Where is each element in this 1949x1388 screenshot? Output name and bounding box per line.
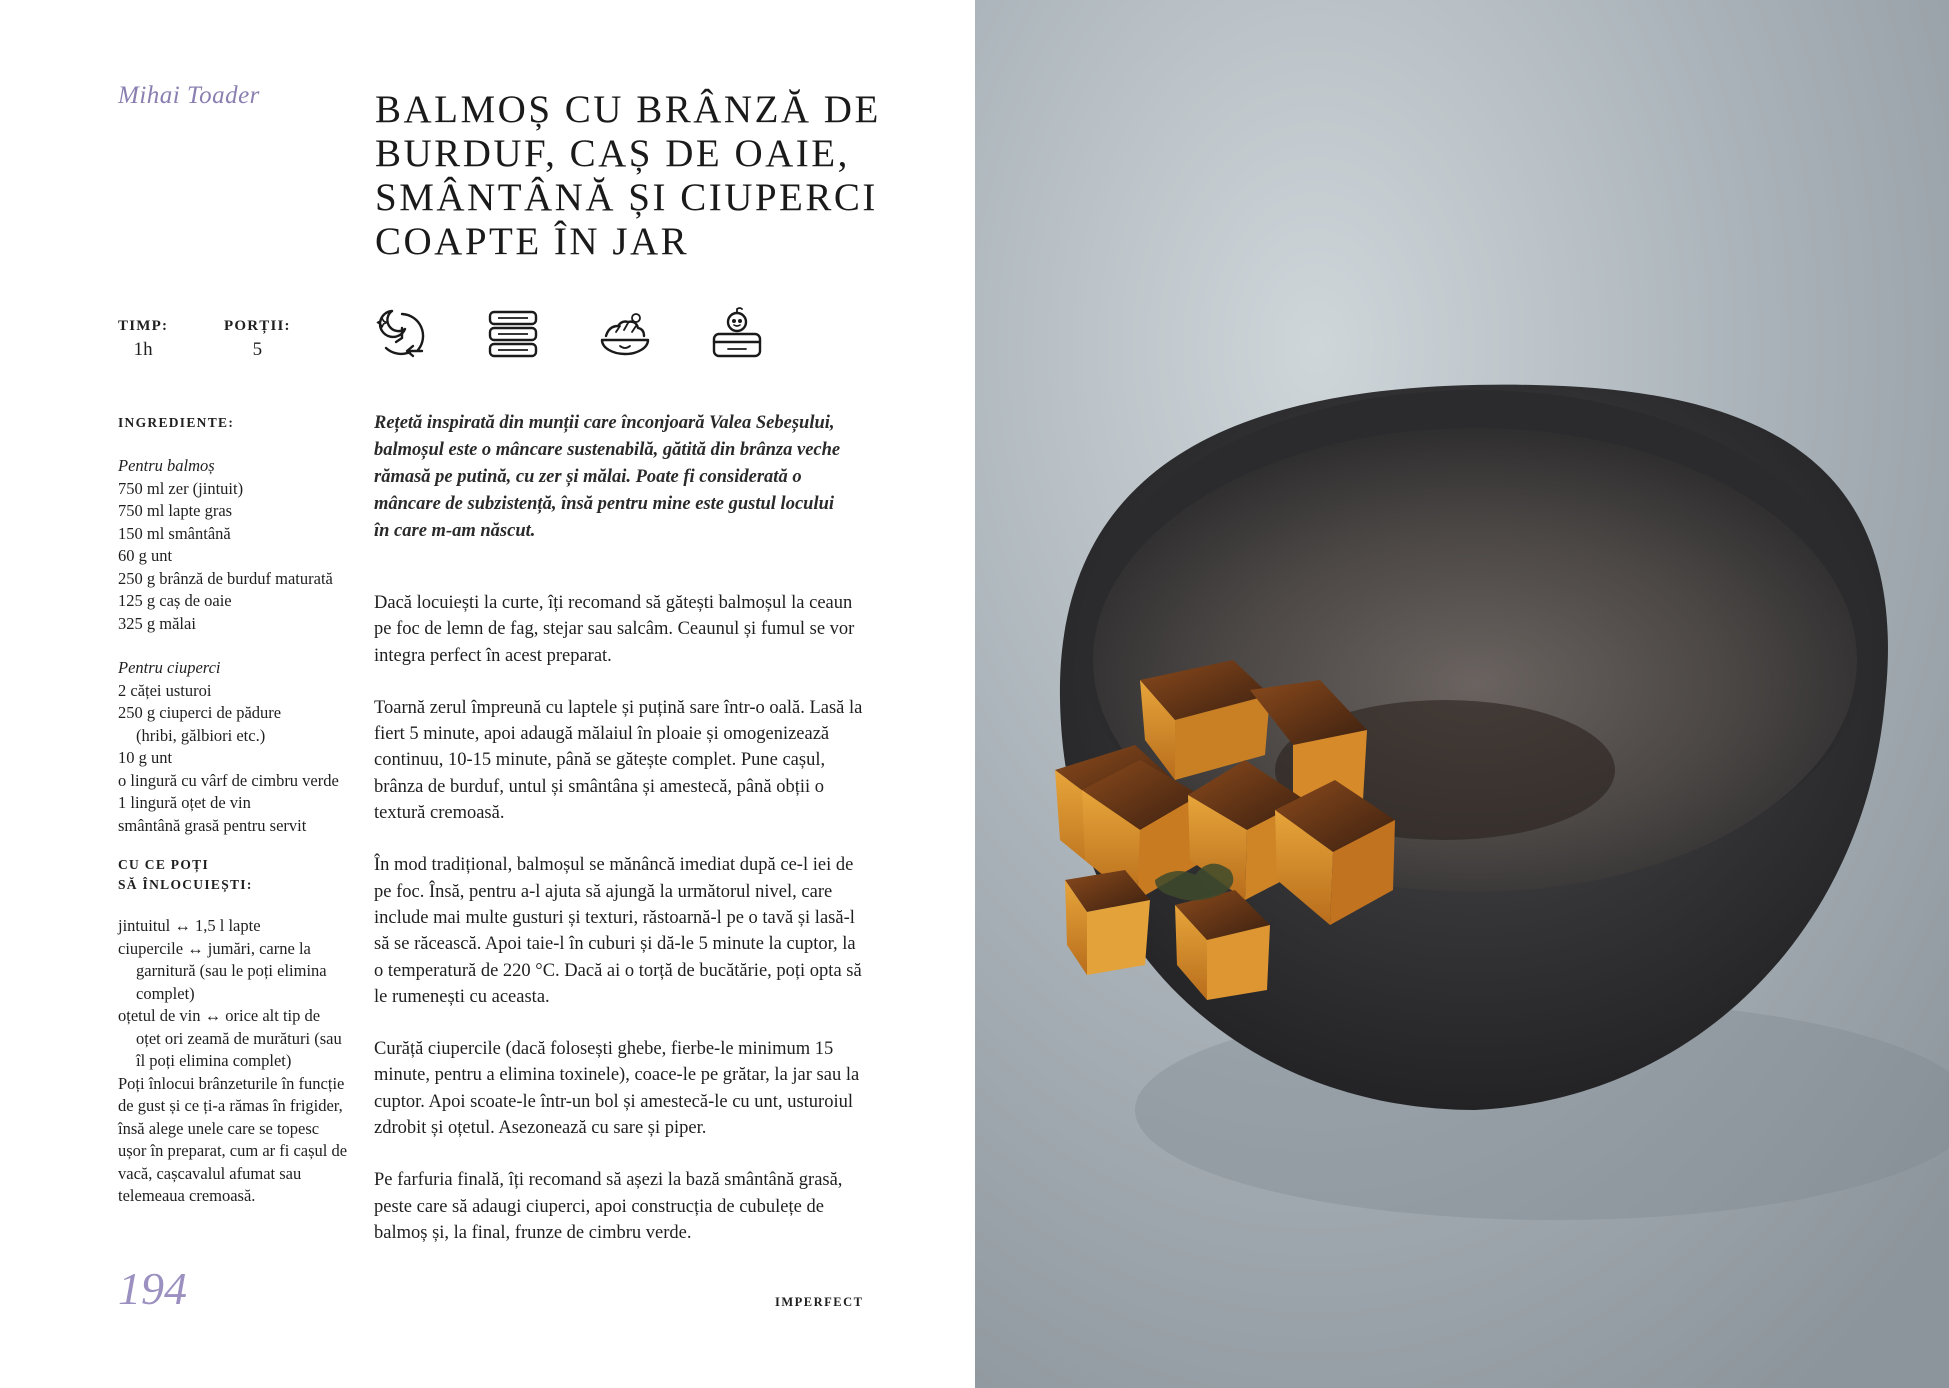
book-title-footer: IMPERFECT bbox=[775, 1295, 864, 1309]
ingredient-item: 125 g caș de oaie bbox=[118, 591, 232, 610]
ingredient-item: 250 g brânză de burduf maturată bbox=[118, 568, 333, 588]
ingredients-column bbox=[118, 413, 348, 1208]
ingredient-item: 750 ml zer (jintuit) bbox=[118, 478, 244, 498]
servings-value: 5 bbox=[252, 339, 263, 360]
ingredient-item: 2 căței usturoi bbox=[118, 680, 212, 700]
step-paragraph: În mod tradițional, balmoșul se mănâncă imediat după ce-l iei de pe foc. Însă, pentru a-l ajuta să ajungă la următorul nivel, care include mai multe gusturi și texturi, răstoarnă-l pe o tavă și lasă-l să se răcească. Apoi taie-l în cuburi și dă-le 5 minute la cuptor, la o temperatură de 220 °C. Dacă ai o torță de bucătărie, poți opta să le rumenești cu aceasta. bbox=[374, 855, 862, 1007]
replacement-item: oțetul de vin ↔ orice alt tip de oțet ori zeamă de murături (sau îl poți elimina complet) bbox=[118, 1006, 342, 1070]
step-paragraph: Pe farfuria finală, îți recomand să așezi la bază smântână grasă, peste care să adaugi ciuperci, apoi construcția de cubulețe de balmoș și, la final, frunze de cimbru verde. bbox=[374, 1170, 843, 1243]
ingredient-item: 1 lingură oțet de vin bbox=[118, 793, 251, 812]
replacements-heading bbox=[118, 855, 348, 895]
step-paragraph: Curăță ciupercile (dacă folosești ghebe, fierbe-le minimum 15 minute, pentru a elimina toxinele), coace-le pe grătar, la jar sau la cuptor. Apoi scoate-le într-un bol și amestecă-le cu unt, usturoiul zdrobit și oțetul. Asezonează cu sare și piper. bbox=[374, 1039, 860, 1139]
stacked-containers-icon bbox=[484, 306, 542, 362]
right-page-photo bbox=[975, 0, 1949, 1388]
ciuperci-subheading: Pentru ciuperci bbox=[118, 658, 221, 677]
ingredients-heading: INGREDIENTE: bbox=[118, 415, 235, 430]
ingredient-item: (hribi, gălbiori etc.) bbox=[136, 725, 266, 745]
replacements-heading-line: CU CE POȚI bbox=[118, 857, 210, 872]
step-paragraph: Toarnă zerul împreună cu laptele și puțină sare într-o oală. Lasă la fiert 5 minute, apoi adaugă mălaiul în ploaie și omogenizează continuu, 10-15 minute, până se gătește complet. Pune cașul, brânza de burduf, untul și smântâna și amestecă, până obții o textură cremoasă. bbox=[374, 697, 863, 824]
ingredient-item: 750 ml lapte gras bbox=[118, 501, 233, 520]
ingredient-item: o lingură cu vârf de cimbru verde bbox=[118, 770, 339, 790]
night-clock-icon bbox=[372, 306, 430, 362]
ingredient-item: 60 g unt bbox=[118, 546, 173, 565]
recipe-title: BALMOȘ CU BRÂNZĂ DE BURDUF, CAȘ DE OAIE, SMÂNTÂNĂ ȘI CIUPERCI COAPTE ÎN JAR bbox=[375, 88, 881, 263]
replacements-list bbox=[118, 915, 348, 1208]
author-name: Mihai Toader bbox=[118, 82, 260, 109]
replacement-note: Poți înlocui brânzeturile în funcție de gust și ce ți-a rămas în frigider, însă alege unele care se topesc ușor în preparat, cum ar fi cașul de vacă, cașcavalul afumat sau telemeaua cremoasă. bbox=[118, 1073, 348, 1205]
servings-info bbox=[224, 318, 291, 361]
ingredient-item: 150 ml smântână bbox=[118, 523, 231, 543]
ingredient-item: 250 g ciuperci de pădure bbox=[118, 703, 282, 722]
ingredient-item: 10 g unt bbox=[118, 748, 173, 767]
balmos-subheading: Pentru balmoș bbox=[118, 456, 215, 475]
time-info bbox=[118, 318, 168, 361]
leftover-bowl-icon bbox=[596, 306, 654, 362]
replacements-heading-line: SĂ ÎNLOCUIEȘTI: bbox=[118, 877, 253, 892]
servings-label: PORȚII: bbox=[224, 318, 291, 334]
recipe-intro: Rețetă inspirată din munții care înconjoară Valea Sebeșului, balmoșul este o mâncare sustenabilă, gătită din brânza veche rămasă pe putină, cu zer și mălai. Poate fi considerată o mâncare de subzistență, însă pentru mine este gustul locului în care m-am născut. bbox=[374, 413, 841, 541]
time-value: 1h bbox=[133, 339, 153, 360]
recipe-steps bbox=[374, 590, 864, 1272]
replacement-item: ciupercile ↔ jumări, carne la garnitură (sau le poți elimina complet) bbox=[118, 938, 327, 1003]
page-number: 194 bbox=[118, 1263, 187, 1314]
time-label: TIMP: bbox=[118, 318, 169, 334]
ingredient-item: 325 g mălai bbox=[118, 613, 196, 633]
replacement-item: jintuitul ↔ 1,5 l lapte bbox=[118, 916, 261, 935]
step-paragraph: Dacă locuiești la curte, îți recomand să gătești balmoșul la ceaun pe foc de lemn de fag, stejar sau salcâm. Ceaunul și fumul se vor integra perfect în acest preparat. bbox=[374, 593, 855, 666]
recipe-icons bbox=[372, 306, 766, 362]
dish-photo bbox=[975, 0, 1949, 1388]
food-box-icon bbox=[708, 306, 766, 362]
ingredient-item: smântână grasă pentru servit bbox=[118, 815, 307, 835]
